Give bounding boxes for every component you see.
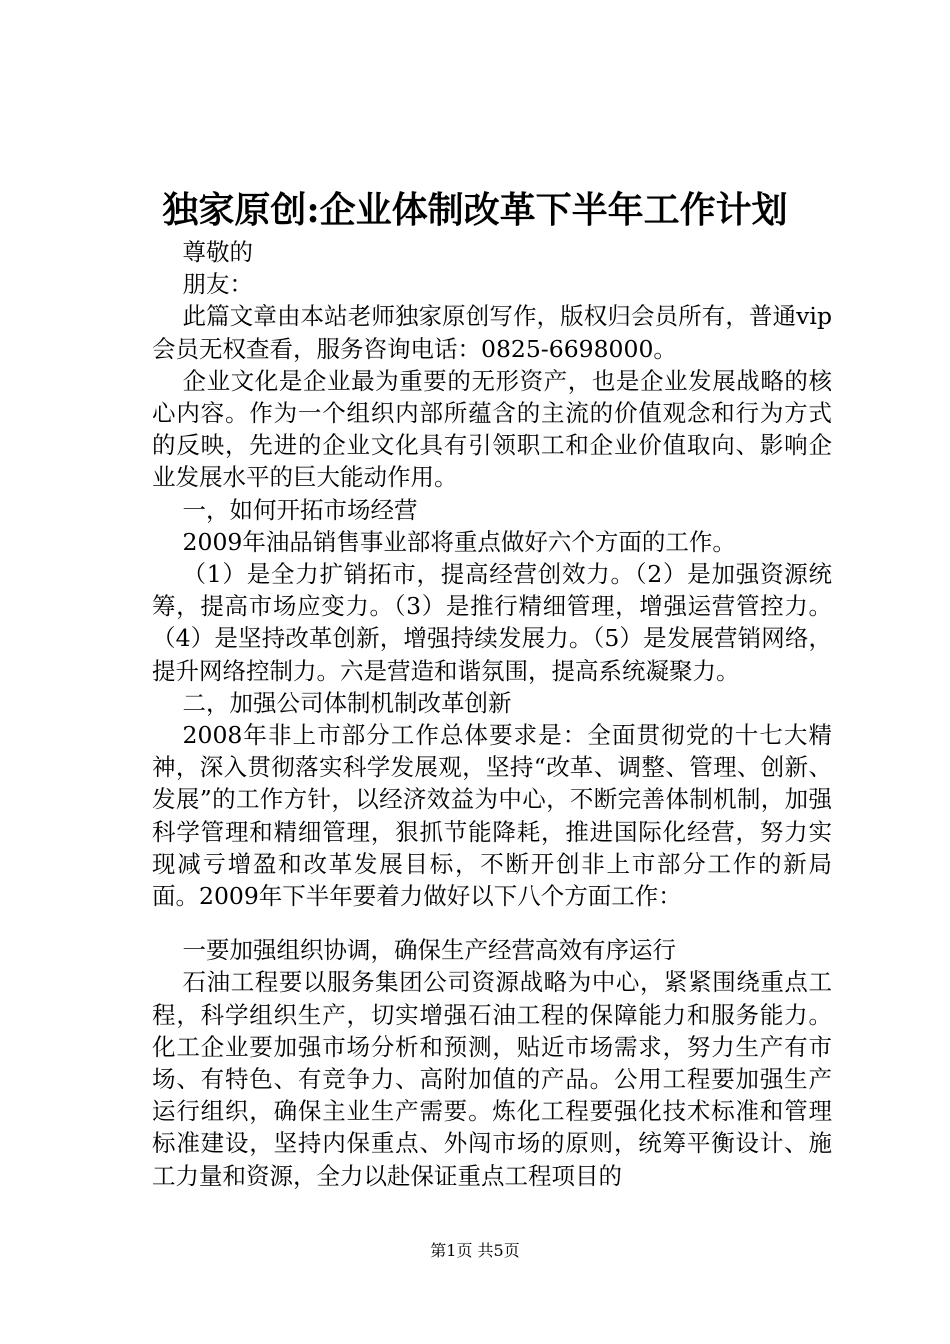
paragraph-corporate-culture: 企业文化是企业最为重要的无形资产，也是企业发展战略的核心内容。作为一个组织内部所蕴含的主流的价值观念和行为方式的反映，先进的企业文化具有引领职工和企业价值取向、影响企业发展水平的巨大能动作用。 (152, 366, 832, 492)
paragraph-2009-plan: 2009年油品销售事业部将重点做好六个方面的工作。 (182, 527, 736, 556)
paragraph-salutation-1: 尊敬的 (182, 238, 254, 266)
document-body (152, 236, 832, 1192)
paragraph-salutation-2: 朋友： (182, 270, 254, 299)
subsection-heading-1: 一要加强组织协调，确保生产经营高效有序运行 (182, 936, 677, 965)
paragraph-petroleum-engineering: 石油工程要以服务集团公司资源战略为中心，紧紧围绕重点工程，科学组织生产，切实增强石油工程的保障能力和服务能力。化工企业要加强市场分析和预测，贴近市场需求，努力生产有市场、有特色、有竞争力、高附加值的产品。公用工程要加强生产运行组织，确保主业生产需要。炼化工程要强化技术标准和管理标准建设，坚持内保重点、外闯市场的原则，统筹平衡设计、施工力量和资源，全力以赴保证重点工程项目的 (152, 968, 832, 1190)
section-heading-1: 一，如何开拓市场经营 (182, 495, 418, 524)
document-title: 独家原创:企业体制改革下半年工作计划 (162, 189, 788, 231)
page-footer: 第1页 共5页 (430, 1241, 520, 1260)
paragraph-six-aspects: （1）是全力扩销拓市，提高经营创效力。（2）是加强资源统筹，提高市场应变力。（3）是推行精细管理，增强运营管控力。（4）是坚持改革创新，增强持续发展力。（5）是发展营销网络，提升网络控制力。六是营造和谐氛围，提高系统凝聚力。 (152, 560, 832, 685)
section-heading-2: 二，加强公司体制机制改革创新 (182, 688, 512, 717)
paragraph-copyright-notice: 此篇文章由本站老师独家原创写作，版权归会员所有，普通vip会员无权查看，服务咨询电话：0825-6698000。 (152, 302, 832, 363)
paragraph-2008-requirements: 2008年非上市部分工作总体要求是：全面贯彻党的十七大精神，深入贯彻落实科学发展观，坚持“改革、调整、管理、创新、发展”的工作方针，以经济效益为中心，不断完善体制机制，加强科学管理和精细管理，狠抓节能降耗，推进国际化经营，努力实现减亏增盈和改革发展目标，不断开创非上市部分工作的新局面。2009年下半年要着力做好以下八个方面工作： (152, 721, 832, 911)
